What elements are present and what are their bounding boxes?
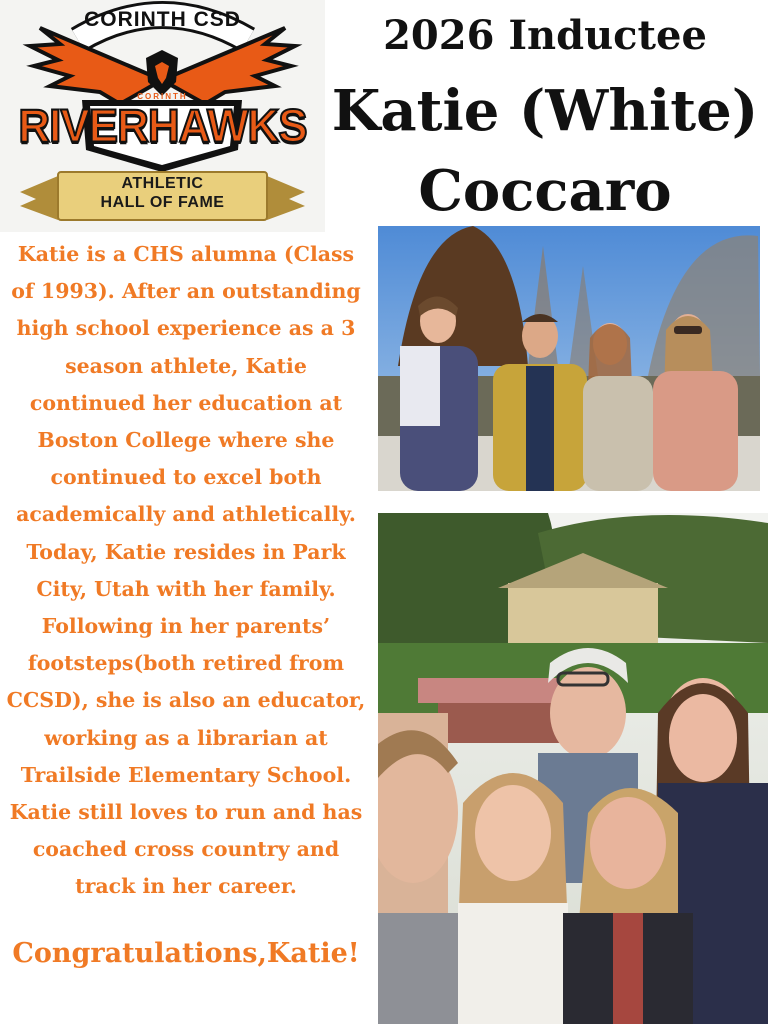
inductee-year-heading: 2026 Inductee [383,12,707,59]
logo-small-text: CORINTH [137,92,188,101]
inductee-biography: Katie is a CHS alumna (Class of 1993). After an outstanding high school experience as a 3 season athlete, Katie continued her education at Boston College where she continued to excel both academically and athletically. Today, Katie resides in Park City, Utah with her family. Following in her parents’ footsteps(both retired from CCSD), she is also an educator, working as a librarian at Trailside Elementary School. Katie still loves to run and has coached cross country and track in her career. [6,242,366,899]
logo-band-line2: HALL OF FAME [100,194,225,211]
hall-of-fame-logo [0,0,325,232]
family-photo-selfie [378,513,768,1024]
inductee-name-line1: Katie (White) [331,78,759,144]
family-photo-outdoor [378,226,760,491]
logo-district-name: CORINTH CSD [84,8,241,31]
logo-band-line1: ATHLETIC [121,175,204,192]
logo-team-name: RIVERHAWKS [18,100,307,153]
congratulations-message: Congratulations,Katie! [12,938,360,969]
inductee-name-line2: Coccaro [418,158,672,224]
